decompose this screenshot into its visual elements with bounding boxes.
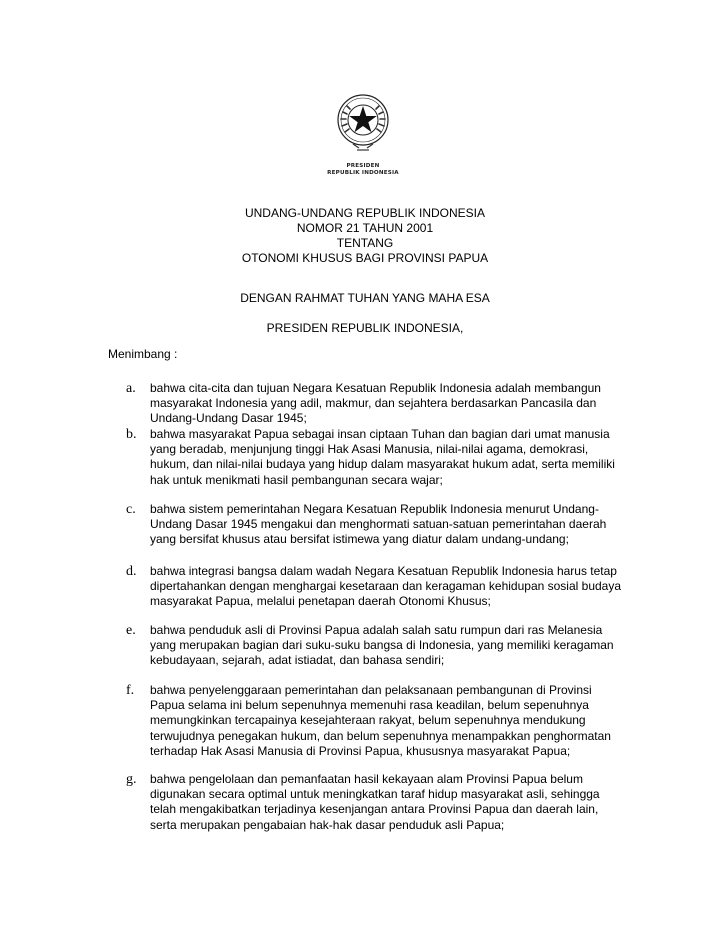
emblem-caption-presiden: PRESIDEN	[346, 163, 380, 169]
presidential-emblem	[317, 92, 409, 187]
item-marker: d.	[126, 564, 137, 579]
item-text: bahwa sistem pemerintahan Negara Kesatuan Republik Indonesia menurut Undang-Undang Dasar 1945 mengakui dan menghormati satuan-satuan pemerintahan daerah yang bersifat khusus atau bersifat istimewa yang diatur dalam undang-undang;	[150, 502, 607, 547]
item-marker: a.	[126, 381, 136, 396]
item-text: bahwa penduduk asli di Provinsi Papua adalah salah satu rumpun dari ras Melanesia yang merupakan bagian dari suku-suku bangsa di Indonesia, yang memiliki keragaman kebudayaan, sejarah, adat istiadat, dan bahasa sendiri;	[150, 623, 614, 668]
item-marker: g.	[126, 772, 137, 787]
item-marker: b.	[126, 427, 137, 442]
item-text: bahwa integrasi bangsa dalam wadah Negara Kesatuan Republik Indonesia harus tetap dipertahankan dengan menghargai kesetaraan dan keragaman kehidupan sosial budaya masyarakat Papua, melalui penetapan daerah Otonomi Khusus;	[150, 564, 622, 609]
president-line: PRESIDEN REPUBLIK INDONESIA,	[266, 321, 464, 335]
law-title-block	[200, 206, 530, 266]
item-text: bahwa pengelolaan dan pemanfaatan hasil kekayaan alam Provinsi Papua belum digunakan secara optimal untuk meningkatkan taraf hidup masyarakat asli, sehingga telah mengakibatkan terjadinya kesenjangan antara Provinsi Papua dan daerah lain, serta merupakan pengabaian hak-hak dasar penduduk asli Papua;	[150, 772, 600, 832]
law-number: NOMOR 21 TAHUN 2001	[296, 221, 434, 235]
item-text: bahwa masyarakat Papua sebagai insan ciptaan Tuhan dan bagian dari umat manusia yang beradab, menjunjung tinggi Hak Asasi Manusia, nilai-nilai agama, demokrasi, hukum, dan nilai-nilai budaya yang hidup dalam masyarakat hukum adat, serta memiliki hak untuk menikmati hasil pembangunan secara wajar;	[150, 427, 615, 487]
emblem-caption-republik: REPUBLIK INDONESIA	[327, 170, 399, 176]
item-marker: c.	[126, 502, 136, 517]
menimbang-label: Menimbang :	[108, 347, 178, 361]
item-text: bahwa penyelenggaraan pemerintahan dan pelaksanaan pembangunan di Provinsi Papua selama ini belum sepenuhnya memenuhi rasa keadilan, belum sepenuhnya memungkinkan tercapainya kesejahteraan rakyat, belum sepenuhnya mendukung terwujudnya penegakan hukum, dan belum sepenuhnya menampakkan penghormatan terhadap Hak Asasi Manusia di Provinsi Papua, khususnya masyarakat Papua;	[150, 683, 611, 758]
item-text: bahwa cita-cita dan tujuan Negara Kesatuan Republik Indonesia adalah membangun masyarakat Indonesia yang adil, makmur, dan sejahtera berdasarkan Pancasila dan Undang-Undang Dasar 1945;	[150, 381, 601, 426]
garuda-star-emblem-icon	[335, 92, 391, 154]
item-marker: e.	[126, 623, 136, 638]
item-marker: f.	[126, 683, 135, 698]
law-tentang: TENTANG	[336, 236, 394, 250]
blessing-line: DENGAN RAHMAT TUHAN YANG MAHA ESA	[240, 291, 490, 305]
law-title: UNDANG-UNDANG REPUBLIK INDONESIA	[244, 206, 486, 220]
law-subject: OTONOMI KHUSUS BAGI PROVINSI PAPUA	[241, 251, 489, 265]
